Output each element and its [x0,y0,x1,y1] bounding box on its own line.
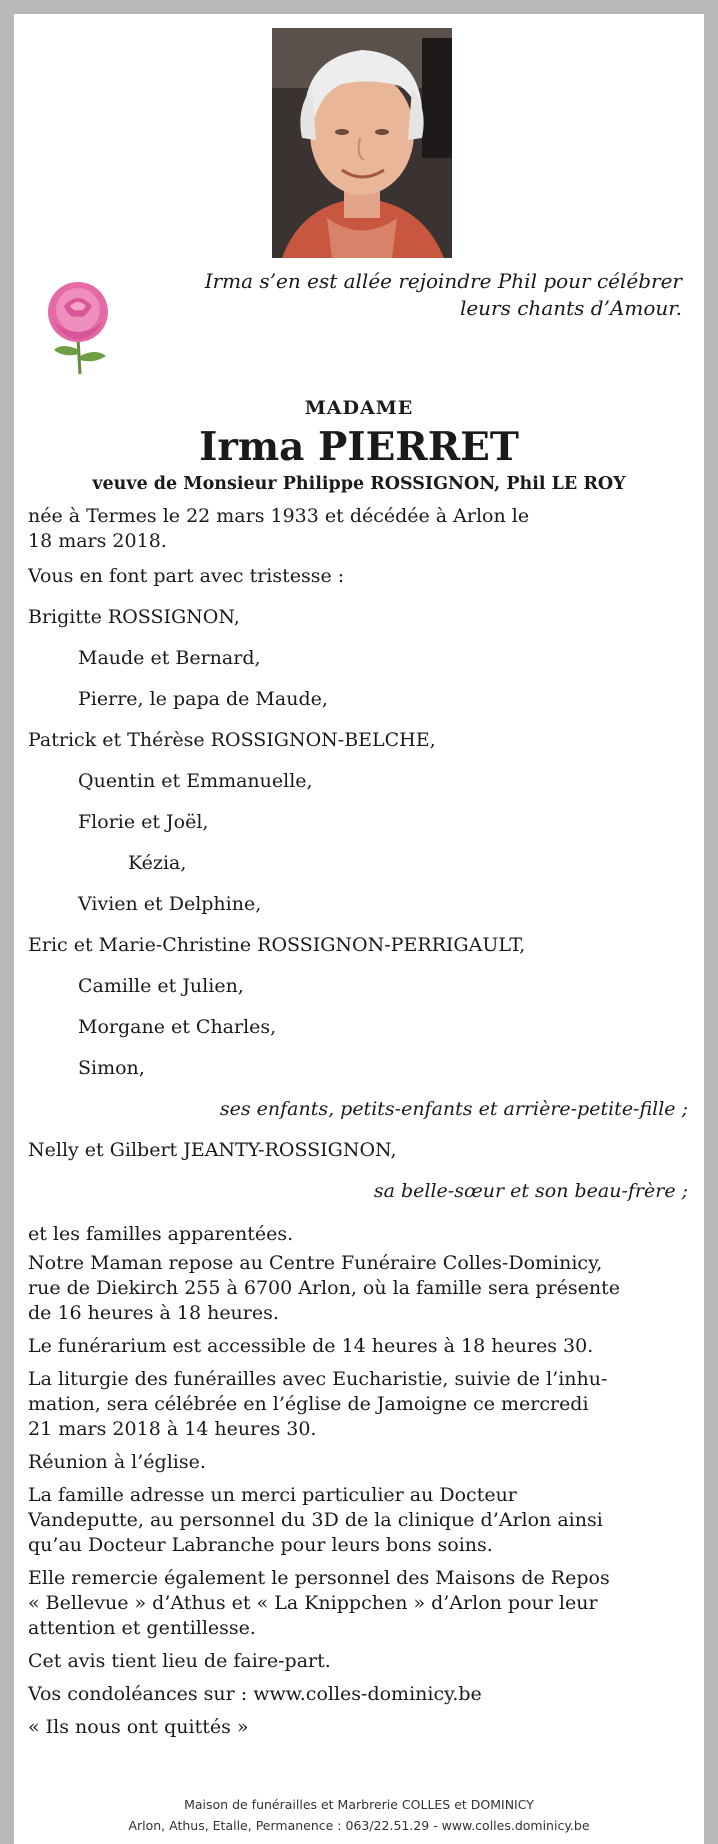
family-list [28,597,688,1089]
text-line: « Bellevue » d’Athus et « La Knippchen » d’Arlon pour leur [28,1592,598,1614]
list-item: Kézia, [128,852,187,874]
thanks-staff-paragraph [28,1566,688,1641]
text-line: de 16 heures à 18 heures. [28,1302,279,1324]
text-line: attention et gentillesse. [28,1617,256,1639]
text-line: « Ils nous ont quittés » [28,1716,249,1738]
notice-body [28,504,688,1740]
sibling-line: Nelly et Gilbert JEANTY-ROSSIGNON, [28,1139,397,1161]
epigraph-line: Irma s’en est allée rejoindre Phil pour célébrer [204,269,682,293]
faire-part-paragraph [28,1649,688,1674]
text-line: Elle remercie également le personnel des Maisons de Repos [28,1567,610,1589]
footer-line: Arlon, Athus, Etalle, Permanence : 063/22.51.29 - www.colles.dominicy.be [128,1818,590,1833]
text-line: Vos condoléances sur : www.colles-dominicy.be [28,1683,482,1705]
list-item: Simon, [78,1057,145,1079]
funerarium-paragraph [28,1334,688,1359]
list-item: Quentin et Emmanuelle, [78,770,313,792]
text-line: La famille adresse un merci particulier au Docteur [28,1484,517,1506]
list-item: Camille et Julien, [78,975,244,997]
text-line: Réunion à l’église. [28,1451,206,1473]
children-caption: ses enfants, petits-enfants et arrière-petite-fille ; [219,1098,688,1120]
text-line: 18 mars 2018. [28,530,167,552]
quittes-paragraph [28,1715,688,1740]
list-item: Vivien et Delphine, [78,893,262,915]
text-line: Le funérarium est accessible de 14 heures à 18 heures 30. [28,1335,594,1357]
list-item: Eric et Marie-Christine ROSSIGNON-PERRIGAULT, [28,934,526,956]
birth-death-dates [28,504,688,554]
list-item: Morgane et Charles, [78,1016,277,1038]
obituary-notice [14,14,704,1844]
text-line: rue de Diekirch 255 à 6700 Arlon, où la famille sera présente [28,1277,620,1299]
text-line: mation, sera célébrée en l’église de Jamoigne ce mercredi [28,1393,589,1415]
intro-text: Vous en font part avec tristesse : [28,565,345,587]
repose-paragraph [28,1251,688,1326]
list-item: Brigitte ROSSIGNON, [28,606,240,628]
related-families [28,1222,688,1247]
text-line: née à Termes le 22 mars 1933 et décédée à Arlon le [28,505,530,527]
widow-of: veuve de Monsieur Philippe ROSSIGNON, Phil LE ROY [92,474,626,494]
portrait-illustration [272,28,452,258]
text-line: Vandeputte, au personnel du 3D de la clinique d’Arlon ainsi [28,1509,603,1531]
sibling-caption: sa belle-sœur et son beau-frère ; [373,1180,688,1202]
list-item: Maude et Bernard, [78,647,261,669]
text-line: 21 mars 2018 à 14 heures 30. [28,1418,317,1440]
funeral-home-footer [14,1794,704,1836]
condolences-paragraph [28,1682,688,1707]
list-item: Patrick et Thérèse ROSSIGNON-BELCHE, [28,729,436,751]
text-line: Notre Maman repose au Centre Funéraire Colles-Dominicy, [28,1252,603,1274]
text-line: Cet avis tient lieu de faire-part. [28,1650,331,1672]
deceased-name: Irma PIERRET [199,424,519,470]
portrait-photo [272,28,452,258]
list-item: Pierre, le papa de Maude, [78,688,328,710]
epigraph [162,268,682,322]
liturgy-paragraph [28,1367,688,1442]
epigraph-line: leurs chants d’Amour. [459,296,682,320]
list-item: Florie et Joël, [78,811,209,833]
text-line: La liturgie des funérailles avec Eucharistie, suivie de l’inhu- [28,1368,608,1390]
text-line: et les familles apparentées. [28,1223,294,1245]
reunion-paragraph [28,1450,688,1475]
title-block [14,396,704,472]
footer-line: Maison de funérailles et Marbrerie COLLES et DOMINICY [184,1797,534,1812]
rose-icon [34,276,122,376]
thanks-paragraph [28,1483,688,1558]
text-line: qu’au Docteur Labranche pour leurs bons soins. [28,1534,493,1556]
honorific: MADAME [304,397,414,419]
